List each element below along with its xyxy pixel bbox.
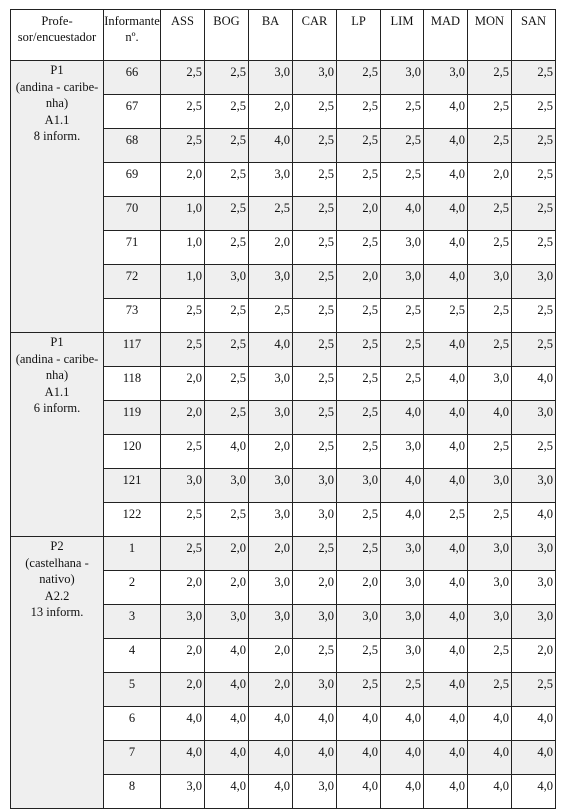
rating-cell: 2,5 [293, 197, 337, 231]
rating-cell: 3,0 [293, 469, 337, 503]
rating-cell: 2,5 [468, 333, 512, 367]
rating-cell: 2,5 [381, 333, 424, 367]
rating-cell: 2,5 [293, 299, 337, 333]
table-header [11, 10, 556, 61]
rating-cell: 3,0 [512, 571, 556, 605]
informant-number: 117 [104, 333, 161, 367]
rating-cell: 3,0 [468, 367, 512, 401]
rating-cell: 2,5 [512, 435, 556, 469]
header-informante: Informante nº. [104, 10, 161, 61]
group-label-line: 8 inform. [33, 129, 81, 143]
rating-cell: 3,0 [512, 265, 556, 299]
rating-cell: 2,5 [337, 401, 381, 435]
rating-cell: 3,0 [249, 265, 293, 299]
rating-cell: 3,0 [381, 61, 424, 95]
rating-cell: 4,0 [512, 741, 556, 775]
rating-cell: 4,0 [424, 401, 468, 435]
informant-number: 2 [104, 571, 161, 605]
rating-cell: 2,5 [205, 61, 249, 95]
rating-cell: 3,0 [205, 605, 249, 639]
group-label-line: A1.1 [44, 384, 70, 399]
rating-cell: 2,5 [468, 129, 512, 163]
rating-cell: 4,0 [249, 707, 293, 741]
rating-cell: 2,5 [161, 299, 205, 333]
rating-cell: 2,5 [337, 333, 381, 367]
informant-number: 68 [104, 129, 161, 163]
rating-cell: 2,5 [424, 503, 468, 537]
rating-cell: 4,0 [424, 265, 468, 299]
informant-number: 122 [104, 503, 161, 537]
rating-cell: 2,0 [249, 231, 293, 265]
rating-cell: 4,0 [205, 435, 249, 469]
rating-cell: 3,0 [424, 61, 468, 95]
informant-number: 7 [104, 741, 161, 775]
rating-cell: 2,5 [468, 197, 512, 231]
rating-cell: 2,0 [161, 401, 205, 435]
rating-cell: 4,0 [337, 707, 381, 741]
rating-cell: 4,0 [424, 673, 468, 707]
rating-cell: 2,5 [249, 299, 293, 333]
rating-cell: 4,0 [468, 775, 512, 809]
rating-cell: 2,0 [161, 673, 205, 707]
group-label-line: 6 inform. [33, 401, 81, 415]
informant-number: 66 [104, 61, 161, 95]
rating-cell: 4,0 [424, 707, 468, 741]
rating-cell: 2,5 [337, 95, 381, 129]
rating-cell: 3,0 [337, 605, 381, 639]
rating-cell: 4,0 [293, 741, 337, 775]
rating-cell: 2,5 [468, 673, 512, 707]
rating-cell: 2,5 [293, 231, 337, 265]
rating-cell: 4,0 [512, 775, 556, 809]
rating-cell: 2,5 [337, 163, 381, 197]
informant-number: 73 [104, 299, 161, 333]
rating-cell: 4,0 [512, 503, 556, 537]
rating-cell: 3,0 [381, 231, 424, 265]
header-car: CAR [293, 10, 337, 61]
rating-cell: 4,0 [381, 775, 424, 809]
table-row [11, 61, 556, 95]
rating-cell: 3,0 [161, 775, 205, 809]
rating-cell: 2,5 [205, 231, 249, 265]
rating-cell: 2,0 [249, 537, 293, 571]
informant-number: 4 [104, 639, 161, 673]
rating-cell: 3,0 [381, 571, 424, 605]
rating-cell: 2,0 [512, 639, 556, 673]
rating-cell: 2,5 [337, 299, 381, 333]
rating-cell: 3,0 [205, 469, 249, 503]
rating-cell: 2,0 [249, 639, 293, 673]
rating-cell: 4,0 [424, 333, 468, 367]
group-label-line: P1 [50, 335, 64, 349]
rating-cell: 3,0 [293, 503, 337, 537]
rating-cell: 3,0 [512, 537, 556, 571]
group-professor-cell [11, 333, 104, 537]
rating-cell: 3,0 [293, 775, 337, 809]
rating-cell: 2,5 [424, 299, 468, 333]
informant-number: 71 [104, 231, 161, 265]
group-label-line: (castelhana - [25, 555, 89, 570]
rating-cell: 2,5 [512, 95, 556, 129]
informant-number: 3 [104, 605, 161, 639]
informant-number: 118 [104, 367, 161, 401]
rating-cell: 3,0 [293, 605, 337, 639]
rating-cell: 2,5 [512, 299, 556, 333]
rating-cell: 2,5 [161, 503, 205, 537]
rating-cell: 2,5 [468, 503, 512, 537]
rating-cell: 2,5 [512, 197, 556, 231]
rating-cell: 3,0 [249, 61, 293, 95]
rating-cell: 2,5 [337, 537, 381, 571]
rating-cell: 4,0 [424, 163, 468, 197]
rating-cell: 2,5 [512, 61, 556, 95]
rating-cell: 3,0 [205, 265, 249, 299]
rating-cell: 4,0 [205, 741, 249, 775]
rating-cell: 2,5 [381, 299, 424, 333]
rating-cell: 2,0 [249, 435, 293, 469]
rating-cell: 2,0 [468, 163, 512, 197]
rating-cell: 4,0 [205, 673, 249, 707]
rating-cell: 2,5 [468, 231, 512, 265]
group-label-line: (andina - caribe- [15, 351, 99, 366]
group-label-line: nha) [45, 368, 69, 382]
rating-cell: 3,0 [468, 571, 512, 605]
rating-cell: 3,0 [249, 571, 293, 605]
rating-cell: 2,0 [161, 639, 205, 673]
rating-cell: 3,0 [512, 469, 556, 503]
rating-cell: 4,0 [424, 95, 468, 129]
rating-cell: 2,5 [468, 61, 512, 95]
rating-cell: 4,0 [424, 231, 468, 265]
rating-cell: 2,5 [293, 435, 337, 469]
rating-cell: 2,5 [205, 367, 249, 401]
rating-cell: 4,0 [424, 129, 468, 163]
rating-cell: 2,5 [293, 639, 337, 673]
rating-cell: 2,5 [205, 163, 249, 197]
rating-cell: 3,0 [468, 265, 512, 299]
rating-cell: 4,0 [424, 197, 468, 231]
rating-cell: 4,0 [424, 435, 468, 469]
rating-cell: 2,5 [161, 95, 205, 129]
rating-cell: 2,5 [337, 129, 381, 163]
rating-cell: 2,5 [161, 435, 205, 469]
rating-cell: 2,5 [381, 95, 424, 129]
rating-cell: 1,0 [161, 197, 205, 231]
rating-cell: 2,5 [205, 95, 249, 129]
group-professor-cell [11, 61, 104, 333]
rating-cell: 4,0 [468, 741, 512, 775]
rating-cell: 2,0 [337, 197, 381, 231]
rating-cell: 2,5 [337, 231, 381, 265]
rating-cell: 2,5 [468, 435, 512, 469]
group-label-line: A2.2 [44, 588, 70, 603]
rating-cell: 3,0 [381, 537, 424, 571]
rating-cell: 4,0 [424, 639, 468, 673]
rating-cell: 4,0 [381, 401, 424, 435]
rating-cell: 4,0 [249, 741, 293, 775]
rating-cell: 2,5 [161, 61, 205, 95]
informant-number: 5 [104, 673, 161, 707]
rating-cell: 2,5 [468, 95, 512, 129]
group-label-line: 13 inform. [30, 605, 84, 619]
header-mad: MAD [424, 10, 468, 61]
informant-number: 72 [104, 265, 161, 299]
rating-cell: 4,0 [424, 367, 468, 401]
rating-cell: 4,0 [468, 707, 512, 741]
rating-cell: 4,0 [424, 469, 468, 503]
rating-cell: 3,0 [249, 163, 293, 197]
rating-cell: 3,0 [293, 673, 337, 707]
rating-cell: 2,5 [293, 367, 337, 401]
rating-cell: 4,0 [205, 639, 249, 673]
rating-cell: 3,0 [293, 61, 337, 95]
rating-cell: 2,0 [205, 537, 249, 571]
header-mon: MON [468, 10, 512, 61]
rating-cell: 2,5 [512, 163, 556, 197]
rating-cell: 2,5 [337, 61, 381, 95]
informant-number: 70 [104, 197, 161, 231]
rating-cell: 4,0 [337, 775, 381, 809]
rating-cell: 4,0 [205, 775, 249, 809]
header-lp: LP [337, 10, 381, 61]
informant-number: 69 [104, 163, 161, 197]
rating-cell: 3,0 [249, 401, 293, 435]
rating-cell: 3,0 [249, 605, 293, 639]
rating-cell: 1,0 [161, 265, 205, 299]
group-label-line: A1.1 [44, 112, 70, 127]
rating-cell: 4,0 [205, 707, 249, 741]
rating-cell: 2,0 [249, 673, 293, 707]
header-ba: BA [249, 10, 293, 61]
rating-cell: 4,0 [468, 401, 512, 435]
rating-cell: 2,5 [337, 503, 381, 537]
table-body [11, 61, 556, 809]
rating-cell: 2,0 [293, 571, 337, 605]
rating-cell: 4,0 [381, 503, 424, 537]
informant-number: 67 [104, 95, 161, 129]
rating-cell: 2,5 [468, 299, 512, 333]
rating-cell: 3,0 [161, 469, 205, 503]
group-label-line: nativo) [39, 572, 75, 586]
rating-cell: 2,5 [468, 639, 512, 673]
rating-cell: 1,0 [161, 231, 205, 265]
rating-cell: 2,5 [249, 197, 293, 231]
rating-cell: 4,0 [512, 707, 556, 741]
rating-cell: 2,0 [161, 367, 205, 401]
rating-cell: 4,0 [381, 741, 424, 775]
header-profesor: Profe- sor/encuestador [11, 10, 104, 61]
rating-cell: 4,0 [424, 571, 468, 605]
informant-number: 8 [104, 775, 161, 809]
rating-cell: 2,5 [205, 129, 249, 163]
rating-cell: 3,0 [381, 605, 424, 639]
rating-cell: 3,0 [249, 469, 293, 503]
rating-cell: 3,0 [381, 639, 424, 673]
rating-cell: 3,0 [249, 503, 293, 537]
header-san: SAN [512, 10, 556, 61]
informant-number: 6 [104, 707, 161, 741]
rating-cell: 3,0 [512, 401, 556, 435]
rating-cell: 2,5 [293, 333, 337, 367]
rating-cell: 2,5 [205, 333, 249, 367]
informant-number: 120 [104, 435, 161, 469]
group-label-line: nha) [45, 96, 69, 110]
rating-cell: 3,0 [337, 469, 381, 503]
rating-cell: 4,0 [424, 741, 468, 775]
rating-cell: 4,0 [381, 469, 424, 503]
header-bog: BOG [205, 10, 249, 61]
rating-cell: 2,5 [337, 673, 381, 707]
rating-cell: 2,5 [205, 197, 249, 231]
rating-cell: 4,0 [424, 605, 468, 639]
rating-cell: 2,5 [381, 367, 424, 401]
header-lim: LIM [381, 10, 424, 61]
rating-cell: 2,0 [161, 571, 205, 605]
rating-cell: 4,0 [381, 197, 424, 231]
rating-cell: 3,0 [249, 367, 293, 401]
rating-cell: 2,0 [337, 265, 381, 299]
header-ass: ASS [161, 10, 205, 61]
rating-cell: 2,5 [293, 95, 337, 129]
rating-cell: 3,0 [381, 265, 424, 299]
rating-cell: 2,5 [381, 129, 424, 163]
rating-cell: 2,5 [161, 537, 205, 571]
rating-cell: 4,0 [249, 129, 293, 163]
rating-cell: 2,5 [337, 367, 381, 401]
rating-cell: 4,0 [424, 775, 468, 809]
table-row [11, 333, 556, 367]
rating-cell: 2,5 [161, 129, 205, 163]
rating-cell: 3,0 [161, 605, 205, 639]
group-professor-cell [11, 537, 104, 809]
rating-cell: 2,5 [512, 673, 556, 707]
rating-cell: 2,0 [205, 571, 249, 605]
rating-cell: 3,0 [512, 605, 556, 639]
rating-cell: 2,5 [205, 503, 249, 537]
informant-number: 121 [104, 469, 161, 503]
rating-cell: 4,0 [161, 741, 205, 775]
rating-cell: 4,0 [161, 707, 205, 741]
table-row [11, 537, 556, 571]
rating-cell: 2,5 [293, 163, 337, 197]
rating-cell: 2,5 [293, 129, 337, 163]
rating-cell: 4,0 [249, 333, 293, 367]
rating-cell: 4,0 [249, 775, 293, 809]
informant-number: 1 [104, 537, 161, 571]
rating-cell: 4,0 [337, 741, 381, 775]
rating-cell: 2,5 [293, 265, 337, 299]
rating-cell: 2,5 [337, 435, 381, 469]
rating-cell: 4,0 [512, 367, 556, 401]
rating-cell: 2,5 [161, 333, 205, 367]
rating-cell: 3,0 [468, 605, 512, 639]
rating-cell: 3,0 [381, 435, 424, 469]
rating-cell: 2,5 [512, 333, 556, 367]
group-label-line: P2 [50, 539, 64, 553]
rating-cell: 2,5 [512, 129, 556, 163]
rating-cell: 4,0 [293, 707, 337, 741]
rating-cell: 2,5 [512, 231, 556, 265]
rating-cell: 2,5 [205, 401, 249, 435]
rating-cell: 2,5 [205, 299, 249, 333]
rating-cell: 2,0 [337, 571, 381, 605]
rating-cell: 4,0 [381, 707, 424, 741]
rating-cell: 2,0 [249, 95, 293, 129]
rating-cell: 2,5 [381, 163, 424, 197]
rating-cell: 2,0 [161, 163, 205, 197]
group-label-line: (andina - caribe- [15, 79, 99, 94]
informant-number: 119 [104, 401, 161, 435]
rating-cell: 4,0 [424, 537, 468, 571]
rating-cell: 2,5 [293, 401, 337, 435]
rating-cell: 2,5 [381, 673, 424, 707]
rating-cell: 2,5 [293, 537, 337, 571]
rating-cell: 3,0 [468, 537, 512, 571]
group-label-line: P1 [50, 63, 64, 77]
rating-cell: 2,5 [337, 639, 381, 673]
ratings-table [10, 9, 556, 809]
rating-cell: 3,0 [468, 469, 512, 503]
